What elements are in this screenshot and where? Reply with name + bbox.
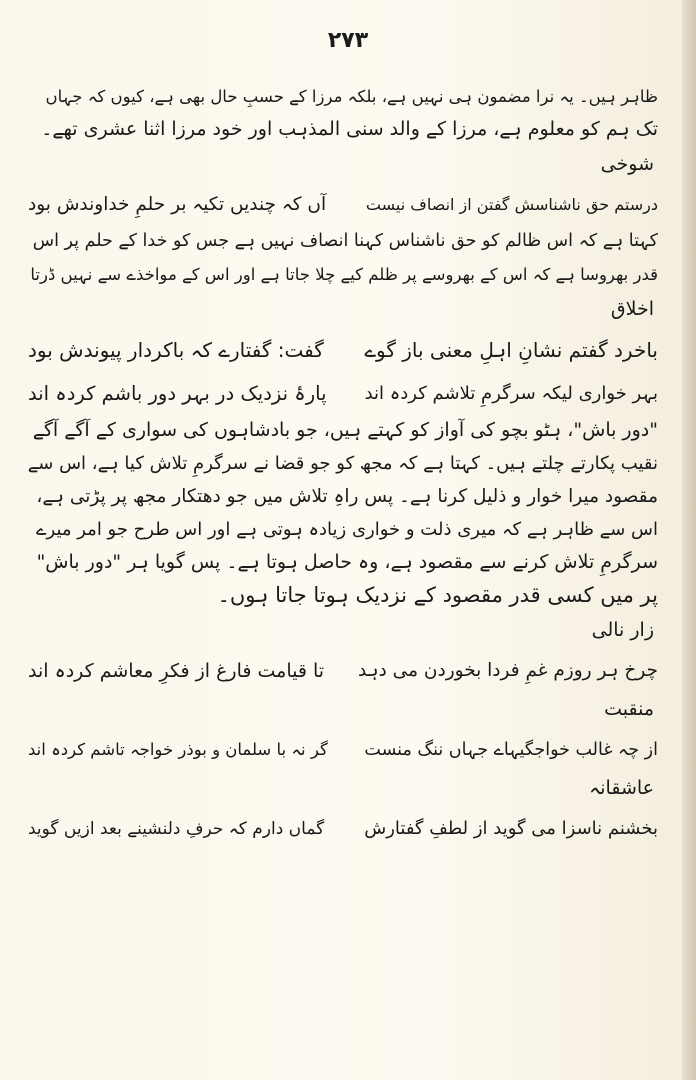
prose-line: سرگرمِ تلاش کرنے سے مقصود ہے، وہ حاصل ہوتا ہے۔ پس گویا ہر "دور باش" <box>36 551 658 573</box>
verse-couplet <box>28 730 658 770</box>
prose-line: مقصود میرا خوار و ذلیل کرنا ہے۔ پس راہِ تلاش میں جو دھتکار مجھ پر پڑتی ہے، <box>36 486 658 507</box>
verse-couplet <box>28 330 658 370</box>
page-content <box>28 80 658 1070</box>
verse-first-hemistich: درستم حق ناشناسش گفتن از انصاف نیست <box>365 195 658 214</box>
prose-line: "دور باش"، ہٹو بچو کی آواز کو کہتے ہیں، جو بادشاہوں کی سواری کے آگے آگے <box>32 419 658 441</box>
section-heading: زار نالی <box>591 619 654 641</box>
prose-line: اس سے ظاہر ہے کہ میری ذلت و خواری زیادہ ہوتی ہے اور اس طرح جو امر میرے <box>35 519 658 540</box>
verse-first-hemistich: چرخ ہر روزم غمِ فردا بخوردن می دہد <box>358 660 658 681</box>
verse-couplet <box>28 809 658 849</box>
verse-second-hemistich: پارۂ نزدیک در بہر دور باشم کردہ اند <box>28 382 327 405</box>
section-heading: شوخی <box>600 153 654 175</box>
verse-couplet <box>28 374 658 414</box>
prose-line: کہتا ہے کہ اس ظالم کو حق ناشناس کہنا انصاف نہیں ہے جس کو خدا کے حلم پر اس <box>32 231 658 251</box>
section-heading: منقبت <box>604 698 654 720</box>
verse-second-hemistich: تا قیامت فارغ از فکرِ معاشم کردہ اند <box>28 660 325 682</box>
verse-second-hemistich: گماں دارم کہ حرفِ دلنشینے بعد ازیں گوید <box>28 819 325 839</box>
section-heading: عاشقانہ <box>589 777 654 799</box>
verse-first-hemistich: از چہ غالب خواجگیہاے جہاں ننگ منست <box>364 740 658 760</box>
prose-line: پر میں کسی قدر مقصود کے نزدیک ہوتا جاتا ہوں۔ <box>217 583 658 607</box>
section-heading: اخلاق <box>610 298 654 320</box>
verse-first-hemistich: بخشنم ناسزا می گوید از لطفِ گفتارش <box>364 818 658 839</box>
verse-first-hemistich: باخرد گفتم نشانِ اہلِ معنی باز گوے <box>364 338 658 362</box>
verse-couplet <box>28 185 658 225</box>
verse-second-hemistich: گر نہ با سلمان و بوذر خواجہ تاشم کردہ اند <box>28 740 328 759</box>
prose-line: نقیب پکارتے چلتے ہیں۔ کہتا ہے کہ مجھ کو جو قضا نے سرگرمِ تلاش کیا ہے، اس سے <box>28 453 658 474</box>
verse-first-hemistich: بہر خواری لیکہ سرگرمِ تلاشم کردہ اند <box>364 383 658 404</box>
verse-couplet <box>28 651 658 691</box>
prose-line: تک ہم کو معلوم ہے، مرزا کے والد سنی المذہب اور خود مرزا اثنا عشری تھے۔ <box>41 118 658 140</box>
prose-line: ظاہر ہیں۔ یہ نرا مضمون ہی نہیں ہے، بلکہ مرزا کے حسبِ حال بھی ہے، کیوں کہ جہاں <box>45 87 658 106</box>
verse-second-hemistich: گفت: گفتارے کہ باکردار پیوندش بود <box>28 338 324 362</box>
verse-second-hemistich: آں کہ چندیں تکیہ بر حلمِ خداوندش بود <box>28 194 327 215</box>
page-binding-edge <box>682 0 696 1080</box>
prose-line: قدر بھروسا ہے کہ اس کے بھروسے پر ظلم کیے چلا جاتا ہے اور اس کے مواخذے سے نہیں ڈرتا <box>30 265 658 284</box>
page-number: ۲۷۳ <box>327 28 369 53</box>
